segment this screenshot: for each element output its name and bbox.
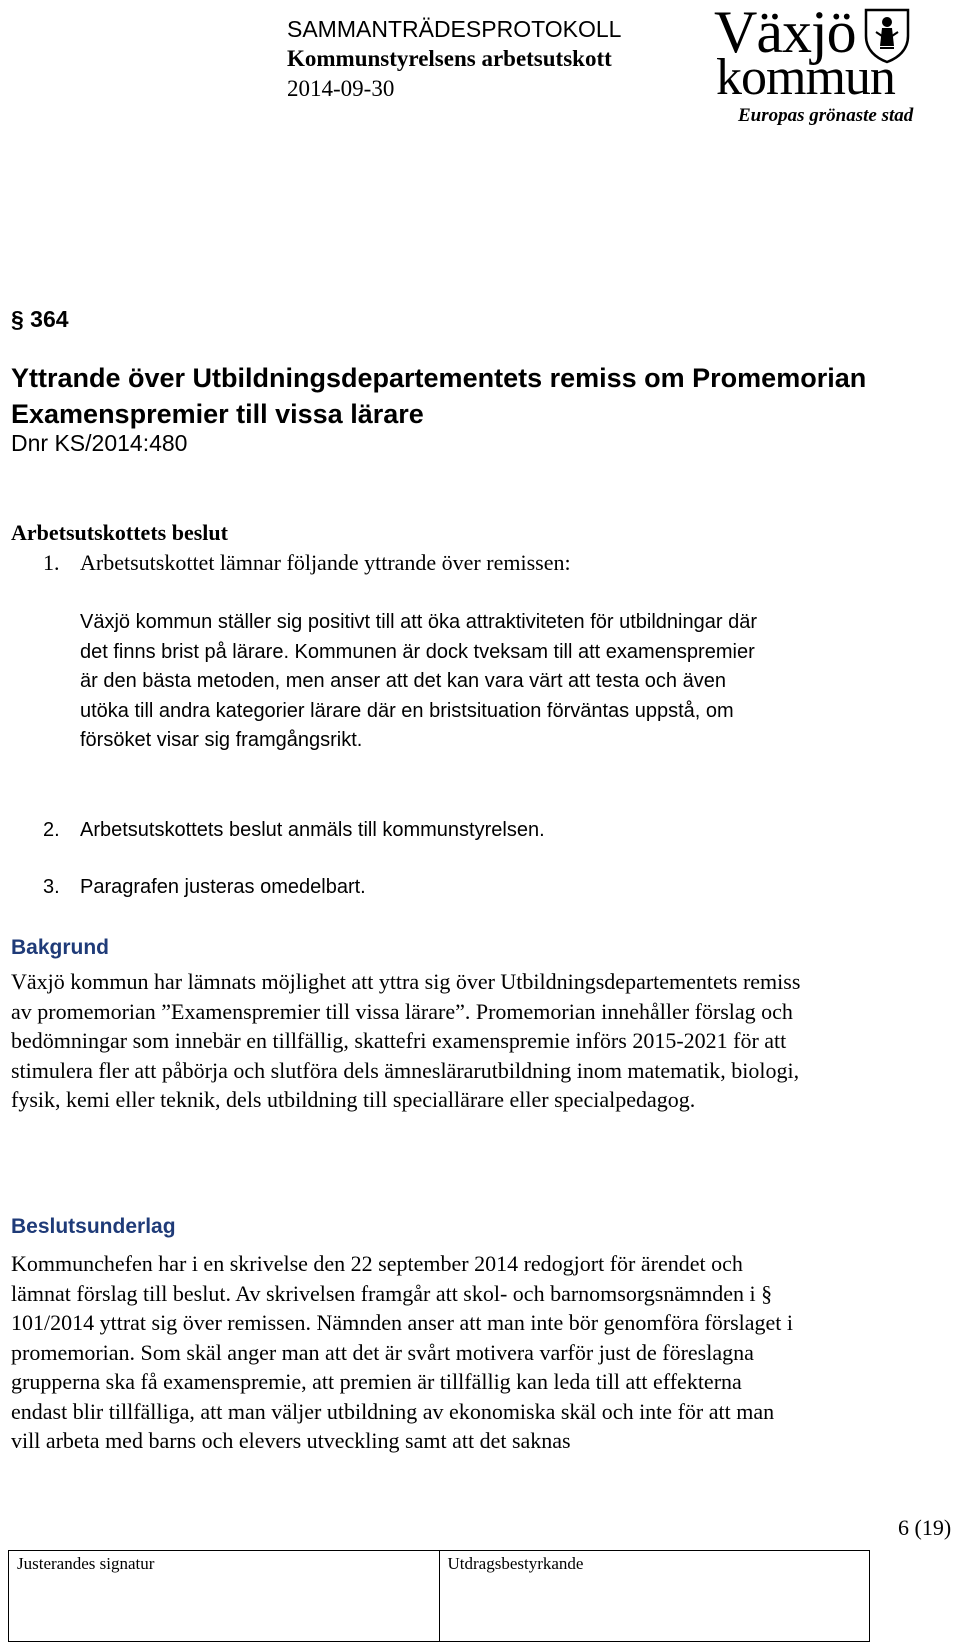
document-type: SAMMANTRÄDESPROTOKOLL bbox=[287, 16, 622, 42]
logo-wordmark-line2: kommun bbox=[716, 49, 895, 106]
certification-cell bbox=[439, 1551, 870, 1642]
decision-item-1-text: Arbetsutskottet lämnar följande yttrande över remissen: bbox=[80, 550, 571, 575]
case-number: Dnr KS/2014:480 bbox=[11, 430, 188, 456]
decision-basis-paragraph: Kommunchefen har i en skrivelse den 22 september 2014 redogjort för ärendet och lämnat förslag till beslut. Av skrivelsen framgår att skol- och barnomsorgsnämnden i § 101/2014 yttrat sig över remissen. Nämnden anser att man inte bör genomföra förslaget i promemorian. Som skäl anger man att det är svårt motivera varför just de föreslagna grupperna ska få examenspremie, att premien är tillfällig kan leda till att effekterna endast blir tillfälliga, att man väljer utbildning av ekonomiska skäl och inte för att man vill arbeta med barns och elevers utveckling samt att det saknas bbox=[11, 1251, 794, 1453]
decision-item-1-number: 1. bbox=[43, 550, 60, 575]
page-number: 6 (19) bbox=[898, 1515, 952, 1540]
background-paragraph: Växjö kommun har lämnats möjlighet att yttra sig över Utbildningsdepartementets remiss av promemorian ”Examenspremier till vissa lärare”. Promemorian innehåller förslag och bedömningar som innebär en tillfällig, skattefri examenspremie införs 2015-2021 för att stimulera fler att påbörja och slutföra dels ämneslärarutbildning inom matematik, biologi, fysik, kemi eller teknik, dels utbildning till speciallärare eller specialpedagog. bbox=[11, 969, 801, 1112]
decision-item-2-text: Arbetsutskottets beslut anmäls till kommunstyrelsen. bbox=[80, 819, 545, 841]
committee-name: Kommunstyrelsens arbetsutskott bbox=[287, 46, 612, 71]
decision-basis-heading: Beslutsunderlag bbox=[11, 1215, 176, 1238]
section-number: § 364 bbox=[11, 306, 69, 332]
decision-item-2 bbox=[43, 819, 545, 842]
statement-text: Växjö kommun ställer sig positivt till att öka attraktiviteten för utbildningar där det finns brist på lärare. Kommunen är dock tveksam till att examenspremier är den bästa metoden, men anser att det kan vara värt att testa och även utöka till andra kategorier lärare där en bristsituation förväntas uppstå, om försöket visar sig framgångsrikt. bbox=[80, 611, 757, 751]
coat-of-arms-icon bbox=[862, 6, 912, 64]
decision-item-3-text: Paragrafen justeras omedelbart. bbox=[80, 876, 366, 898]
meeting-date: 2014-09-30 bbox=[287, 76, 395, 101]
decision-item-1 bbox=[43, 550, 571, 576]
signature-cell bbox=[9, 1551, 440, 1642]
decision-item-3 bbox=[43, 876, 366, 899]
logo-tagline: Europas grönaste stad bbox=[738, 105, 914, 126]
decision-item-3-number: 3. bbox=[43, 876, 60, 898]
logo-wordmark-line1: Växjö bbox=[714, 0, 856, 65]
decision-heading: Arbetsutskottets beslut bbox=[11, 520, 228, 545]
signature-label: Justerandes signatur bbox=[17, 1554, 155, 1573]
decision-item-2-number: 2. bbox=[43, 819, 60, 841]
background-heading: Bakgrund bbox=[11, 936, 110, 959]
certification-label: Utdragsbestyrkande bbox=[447, 1554, 584, 1573]
municipality-logo bbox=[714, 2, 924, 132]
signature-table bbox=[8, 1550, 870, 1642]
section-title: Yttrande över Utbildningsdepartementets remiss om Promemorian Examenspremier till vissa lärare bbox=[11, 363, 867, 429]
